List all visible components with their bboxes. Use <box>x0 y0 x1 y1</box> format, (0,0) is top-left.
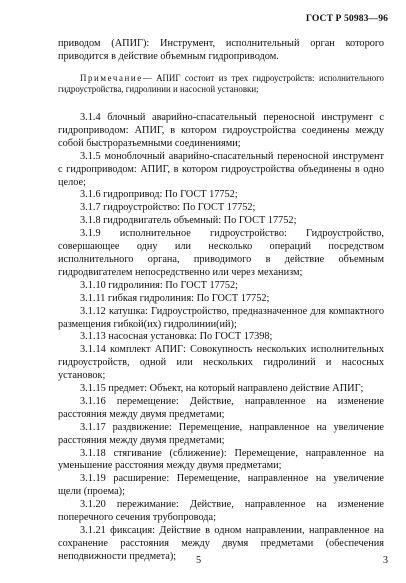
definition-item: 3.1.19 расширение: Перемещение, направленное на увеличение щели (проема); <box>58 473 384 498</box>
definition-item: 3.1.16 перемещение: Действие, направленное на изменение расстояния между двумя предметами; <box>58 395 384 420</box>
page-number-center: 5 <box>196 555 202 566</box>
definition-item: 3.1.6 гидропривод: По ГОСТ 17752; <box>80 189 238 201</box>
definition-item: 3.1.5 моноблочный аварийно-спасательный переносной инструмент с гидроприводом: АПИГ, в котором гидроустройства объединены в одно целое; <box>58 150 384 188</box>
definition-item: 3.1.17 раздвижение: Перемещение, направленное на увеличение расстояния между двумя предметами; <box>58 421 384 446</box>
definition-item: 3.1.18 стягивание (сближение): Перемещение, направленное на уменьшение расстояния между двумя предметами; <box>58 447 384 472</box>
definition-item: 3.1.8 гидродвигатель объемный: По ГОСТ 17752; <box>80 215 297 227</box>
definition-item: 3.1.9 исполнительное гидроустройство: Гидроустройство, совершающее одну или несколько операций посредством исполнительного органа, приводимого в действие объемным гидродвигателем непосредственно или через механизм; <box>58 228 384 278</box>
definition-item: 3.1.11 гибкая гидролиния: По ГОСТ 17752; <box>80 292 270 304</box>
definitions-list <box>58 112 384 564</box>
definition-item: 3.1.4 блочный аварийно-спасательный переносной инструмент с гидроприводом: АПИГ, в котором гидроустройства соединены между собой быстроразъемными соединениями; <box>58 112 384 149</box>
definition-item: 3.1.13 насосная установка: По ГОСТ 17398; <box>80 331 273 343</box>
standard-header: ГОСТ Р 50983—96 <box>305 13 388 24</box>
definition-item: 3.1.14 комплект АПИГ: Совокупность нескольких исполнительных гидроустройств, одной или нескольких гидролиний и насосных установок; <box>58 344 384 382</box>
page-number-right: 3 <box>382 555 388 566</box>
definition-item: 3.1.21 фиксация: Действие в одном направлении, направленное на сохранение расстояния между двумя предметами (обеспечения неподвижности предмета); <box>58 525 384 562</box>
definition-item: 3.1.20 пережимание: Действие, направленное на изменение поперечного сечения трубопровода; <box>58 499 384 524</box>
definition-item: 3.1.10 гидролиния: По ГОСТ 17752; <box>80 279 239 291</box>
note-text: — АПИГ состоит из трех гидроустройств: исполнительного гидроустройства, гидролинии и насосной установки; <box>58 73 384 95</box>
definition-item: 3.1.15 предмет: Объект, на который направлено действие АПИГ; <box>80 383 364 395</box>
intro-block <box>58 38 384 64</box>
definition-item: 3.1.12 катушка: Гидроустройство, предназначенное для компактного размещения гибкой(их) гидролинии(ий); <box>58 305 384 330</box>
note-paragraph <box>58 73 384 96</box>
intro-paragraph: приводом (АПИГ): Инструмент, исполнительный орган которого приводится в действие объемным гидроприводом. <box>58 38 384 62</box>
definition-item: 3.1.7 гидроустройство: По ГОСТ 17752; <box>80 202 256 214</box>
note-label: Примечание <box>80 73 143 83</box>
